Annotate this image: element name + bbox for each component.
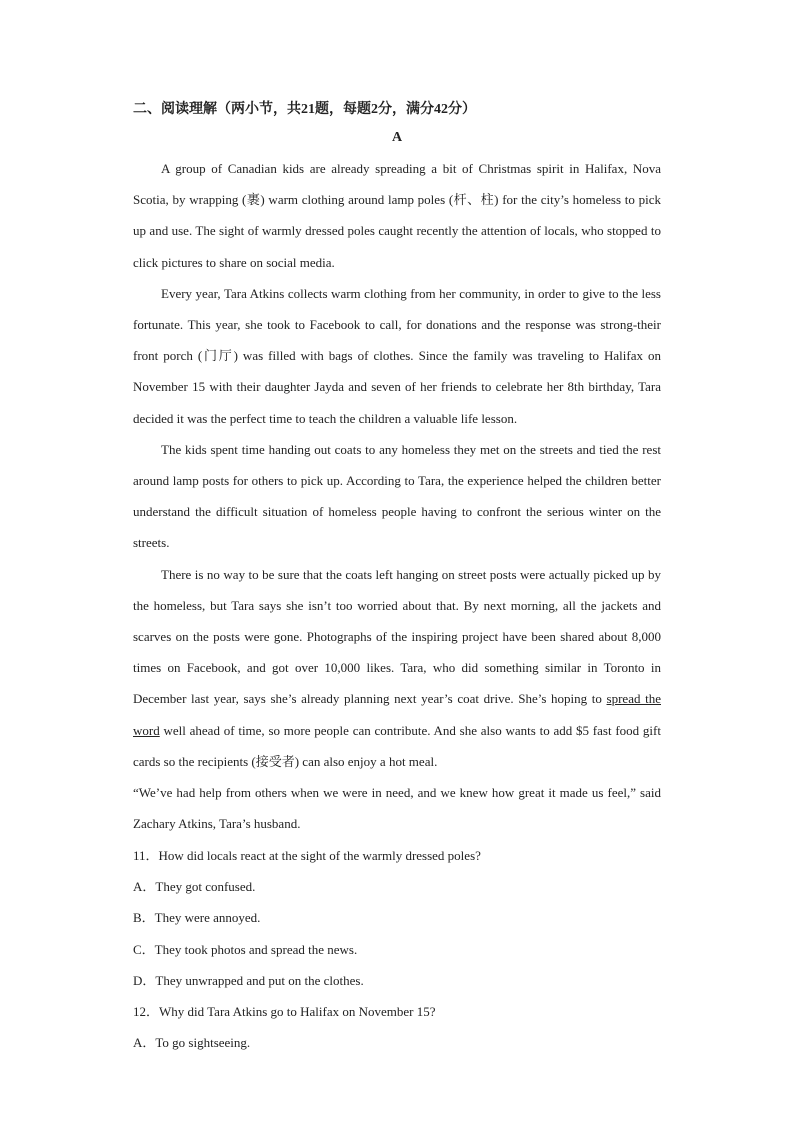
question-11-option-b: B．They were annoyed. (133, 910, 261, 926)
passage-body (133, 153, 661, 839)
passage-label: A (391, 130, 403, 145)
question-11-option-c: C．They took photos and spread the news. (133, 941, 358, 957)
question-12-option-a: A．To go sightseeing. (133, 1035, 251, 1051)
question-11-option-a: A．They got confused. (133, 879, 256, 895)
underlined-phrase: spread the word (133, 691, 661, 738)
paragraph-3: The kids spent time handing out coats to any homeless they met on the streets and tied the rest around lamp posts for others to pick up. According to Tara, the experience helped the children better understand the difficult situation of homeless people having to confront the serious winter on the streets. (133, 441, 661, 551)
section-title: 二、阅读理解（两小节，共21题，每题2分，满分42分） (133, 102, 476, 117)
paragraph-5: “We’ve had help from others when we were in need, and we knew how great it made us feel,” said Zachary Atkins, Tara’s husband. (133, 785, 661, 832)
question-12-stem: 12．Why did Tara Atkins go to Halifax on November 15? (133, 1004, 436, 1020)
paragraph-4-text-after: well ahead of time, so more people can contribute. And she also wants to add $5 fast food gift cards so the recipients (接受者) can also enjoy a hot meal. (133, 722, 661, 769)
paragraph-2: Every year, Tara Atkins collects warm clothing from her community, in order to give to the less fortunate. This year, she took to Facebook to call, for donations and the response was strong-their front porch (门厅) was filled with bags of clothes. Since the family was traveling to Halifax on November 15 with their daughter Jayda and seven of her friends to celebrate her 8th birthday, Tara decided it was the perfect time to teach the children a valuable life lesson. (133, 285, 661, 426)
questions (133, 840, 661, 1058)
paragraph-4 (133, 559, 661, 777)
paragraph-1: A group of Canadian kids are already spreading a bit of Christmas spirit in Halifax, Nova Scotia, by wrapping (裹) warm clothing around lamp poles (杆、柱) for the city’s homeless to pick up and use. The sight of warmly dressed poles caught recently the attention of locals, who stopped to click pictures to share on social media. (133, 161, 661, 270)
question-11-stem: 11．How did locals react at the sight of the warmly dressed poles? (133, 848, 481, 863)
paragraph-4-text-before: There is no way to be sure that the coats left hanging on street posts were actually picked up by the homeless, but Tara says she isn’t too worried about that. By next morning, all the jackets and scarves on the posts were gone. Photographs of the inspiring project have been shared about 8,000 times on Facebook, and got over 10,000 likes. Tara, who did something similar in Toronto in December last year, says she’s already planning next year’s coat drive. She’s hoping to (133, 566, 661, 707)
question-11-option-d: D．They unwrapped and put on the clothes. (133, 972, 364, 988)
